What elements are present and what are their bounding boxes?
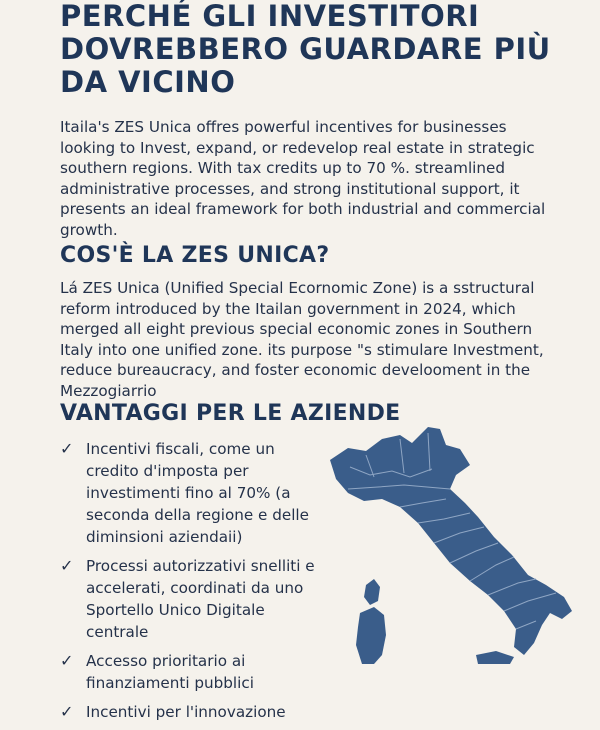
zes-heading: COS'È LA ZES UNICA? xyxy=(60,243,330,268)
zes-paragraph: Lá ZES Unica (Unified Special Ecornomic Zone) is a sstructural reform introduced by the Itailan government in 2024, which merged all eight previous special economic zones in Southern Italy into one unified zone. its purpose "s stimulare Investment, reduce bureaucracy, and foster economic develooment in the Mezzogiarrio xyxy=(60,279,544,400)
benefits-heading: VANTAGGI PER LE AZIENDE xyxy=(60,401,401,426)
sardinia-shape xyxy=(356,607,386,664)
corsica-shape xyxy=(364,579,380,605)
intro-paragraph: Itaila's ZES Unica offres powerful incentives for businesses looking to Invest, expand, or redevelop real estate in strategic southern regions. With tax credits up to 70 %. streamlined administrative processes, and strong institutional support, it presents an ideal framework for both industrial and commercial growth. xyxy=(60,118,546,239)
benefits-list xyxy=(60,438,330,730)
check-icon: ✓ xyxy=(60,439,74,458)
benefit-item xyxy=(60,555,330,643)
benefit-text: Processi autorizzativi snelliti e accelerati, coordinati da uno Sportello Unico Digitale centrale xyxy=(86,557,315,641)
page-title: PERCHÉ GLI INVESTITORI DOVREBBERO GUARDARE PIÙ DA VICINO xyxy=(60,0,551,99)
benefit-text: Incentivi per l'innovazione xyxy=(86,703,286,721)
italy-map-icon xyxy=(300,415,600,664)
benefit-item xyxy=(60,438,330,548)
sicily-shape xyxy=(476,651,514,664)
benefit-item xyxy=(60,650,330,694)
check-icon: ✓ xyxy=(60,556,74,575)
check-icon: ✓ xyxy=(60,651,74,670)
benefit-text: Incentivi fiscali, come un credito d'imposta per investimenti fino al 70% (a seconda della regione e delle diminsioni aziendaii) xyxy=(86,440,309,546)
benefit-text: Accesso prioritario ai finanziamenti pubblici xyxy=(86,652,254,692)
check-icon: ✓ xyxy=(60,702,74,721)
benefit-item xyxy=(60,701,330,723)
